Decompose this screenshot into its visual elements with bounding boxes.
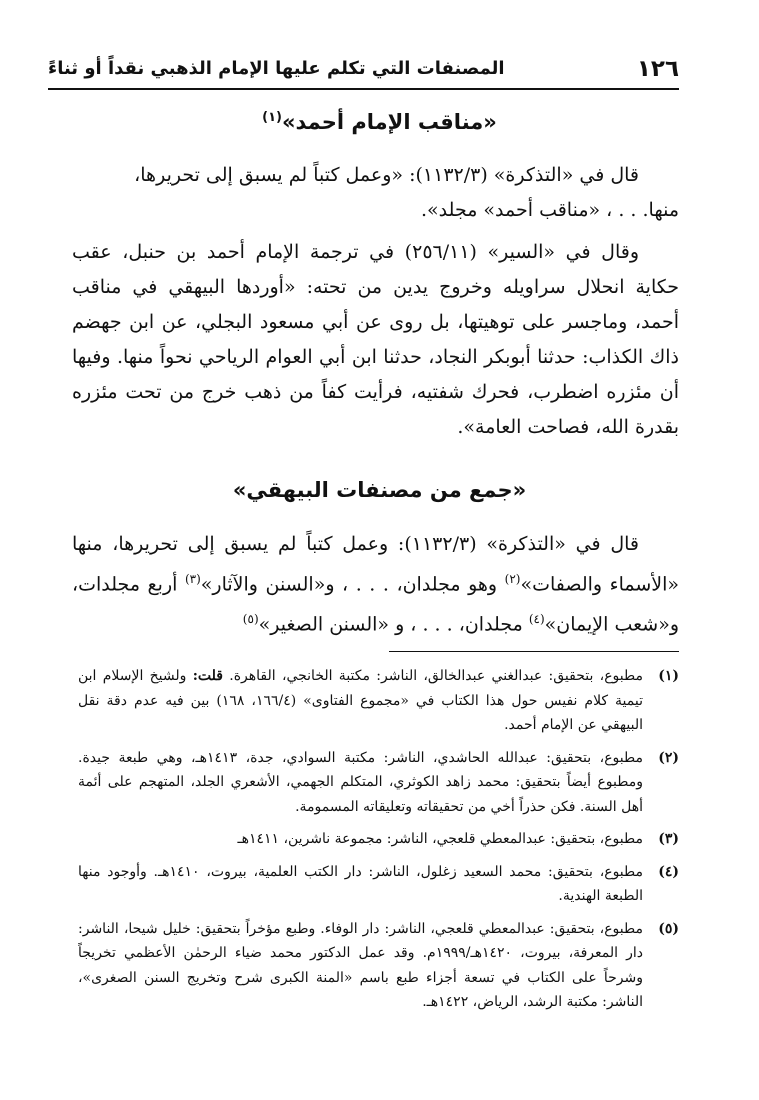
- paragraph-text: وقال في «السير» (٢٥٦/١١) في ترجمة الإمام أحمد بن حنبل، عقب حكاية انحلال سراويله وخروج يدين من تحته: «أوردها البيهقي في مناقب أحمد، وماجسر على توهيتها، بل روى عن أبي مسعود البجلي، عن ابن جهضم ذاك الكذاب: حدثنا أبوبكر النجاد، حدثنا ابن أبي العوام الرياحي نحواً منها. وفيها أن مئزره اضطرب، فحرك شفتيه، فرأيت كفاً من ذهب خرج من تحت مئزره بقدرة الله، فصاحت العامة».: [72, 241, 679, 438]
- section-heading-ahmad: [80, 110, 679, 134]
- footnote-number: (٣): [658, 831, 679, 847]
- footnotes: [78, 664, 679, 1023]
- footnote-text-part: ولشيخ الإسلام ابن تيمية كلام نفيس حول هذا الكتاب في «مجموع الفتاوى» (١٦٦/٤، ١٦٨) بين فيه عدم دقة نقل البيهقي عن الإمام أحمد.: [78, 668, 643, 733]
- footnote-text: [78, 664, 643, 738]
- footnote-ref: (١): [262, 110, 282, 125]
- paragraph-text-part: وهو مجلدان، . . . ، و«السنن والآثار»: [200, 573, 505, 596]
- footnote-number: (٢): [658, 749, 679, 766]
- footnote-number: (٤): [658, 863, 679, 880]
- footnote-text: مطبوع، بتحقيق: محمد السعيد زغلول، الناشر: دار الكتب العلمية، بيروت، ١٤١٠هـ. وأوجود منها الطبعة الهندية.: [78, 863, 644, 904]
- page-header: [48, 52, 679, 90]
- footnote-ref: (٣): [184, 572, 201, 586]
- footnote-number: (٥): [658, 920, 679, 937]
- page-number: ١٢٦: [636, 56, 679, 82]
- footnote-item: [78, 827, 679, 852]
- section-title: «جمع من مصنفات البيهقي»: [232, 478, 527, 502]
- footnote-text: مطبوع، بتحقيق: عبدالله الحاشدي، الناشر: مكتبة السوادي، جدة، ١٤١٣هـ، وهي طبعة جيدة. ومطبوع أيضاً بتحقيق: محمد زاهد الكوثري، المتكلم الجهمي، الأشعري الجلد، المتهجم على أئمة أهل السنة. فكن حذراً أخي من تحقيقاته وتعليقاته المسمومة.: [78, 749, 643, 815]
- paragraph-text-part: مجلدان، . . . ، و «السنن الصغير»: [258, 613, 529, 636]
- footnote-item: [78, 746, 679, 820]
- footnote-text-part: مطبوع، بتحقيق: عبدالغني عبدالخالق، الناشر: مكتبة الخانجي، القاهرة.: [222, 668, 643, 684]
- paragraph-siyar: [72, 235, 679, 445]
- footnote-text: مطبوع، بتحقيق: عبدالمعطي قلعجي، الناشر: مجموعة ناشرين، ١٤١١هـ: [237, 831, 643, 847]
- paragraph-text-part: أربع مجلدات، و«شعب الإيمان»: [72, 573, 679, 636]
- paragraph-text-part: قال في «التذكرة» (١١٣٢/٣): وعمل كتباً لم يسبق إلى تحريرها، منها «الأسماء والصفات»: [72, 533, 680, 596]
- paragraph-tadhkira-1: [72, 158, 679, 228]
- footnote-ref: (٥): [242, 612, 259, 627]
- paragraph-text: [72, 527, 679, 643]
- footnote-item: [78, 860, 679, 909]
- footnote-text: مطبوع، بتحقيق: عبدالمعطي قلعجي، الناشر: دار الوفاء. وطبع مؤخراً بتحقيق: خليل شيحا، الناشر: دار المعرفة، بيروت، ١٤٢٠هـ/١٩٩٩م. وقد عمل الدكتور محمد ضياء الرحمٰن الأعظمي تخريجاً وشرحاً على الكتاب في تسعة أجزاء طبع باسم «المنة الكبرى شرح وتخريج السنن الصغرى»، الناشر: مكتبة الرشد، الرياض، ١٤٢٢هـ.: [78, 920, 644, 1010]
- running-title: المصنفات التي تكلم عليها الإمام الذهبي نقداً أو ثناءً: [48, 58, 505, 79]
- paragraph-line: قال في «التذكرة» (١١٣٢/٣): «وعمل كتباً لم يسبق إلى تحريرها،: [134, 164, 639, 186]
- footnote-number: (١): [658, 668, 679, 684]
- paragraph-tadhkira-2: [72, 527, 679, 643]
- footnote-bold-part: قلت:: [192, 668, 223, 684]
- section-title: «مناقب الإمام أحمد»: [281, 110, 497, 134]
- footnote-ref: (٤): [528, 612, 545, 627]
- footnote-item: [78, 664, 679, 738]
- footnote-item: [78, 917, 679, 1015]
- section-heading-bayhaqi: [80, 478, 679, 502]
- paragraph-line: منها. . . ، «مناقب أحمد» مجلد».: [421, 199, 679, 221]
- footnote-ref: (٢): [504, 572, 521, 586]
- footnote-separator: [389, 651, 679, 652]
